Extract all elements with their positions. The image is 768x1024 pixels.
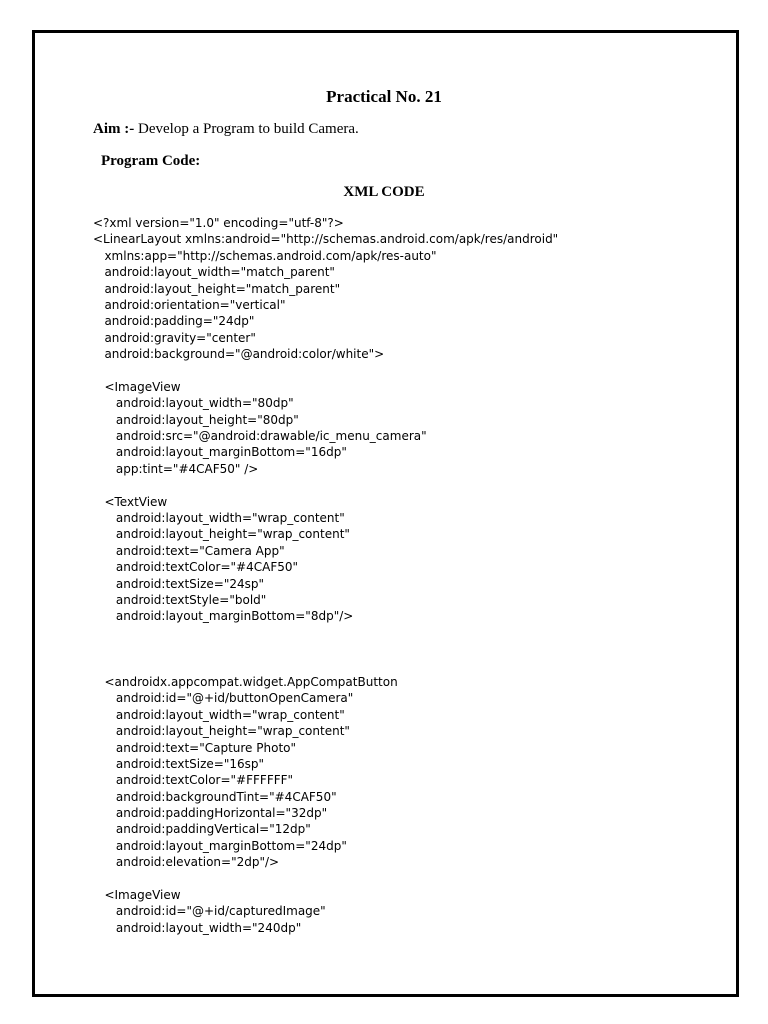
code-line: android:textSize="16sp" [93,756,265,771]
program-code-heading: Program Code: [101,153,201,169]
code-line: android:src="@android:drawable/ic_menu_camera" [93,429,427,444]
code-line: android:layout_marginBottom="8dp"/> [93,609,354,624]
code-line: <ImageView [93,888,181,903]
code-line: android:id="@+id/buttonOpenCamera" [93,691,354,706]
code-line: android:layout_width="80dp" [93,396,294,411]
page-title: Practical No. 21 [326,87,442,106]
code-line: <TextView [93,494,168,509]
code-line: android:layout_height="80dp" [93,412,299,427]
code-line: android:textSize="24sp" [93,576,265,591]
code-line: android:gravity="center" [93,330,256,345]
code-line [93,658,558,674]
code-line: android:textStyle="bold" [93,592,267,607]
code-line: android:elevation="2dp"/> [93,855,280,870]
code-line: android:layout_height="wrap_content" [93,724,350,739]
code-line: android:layout_marginBottom="16dp" [93,445,347,460]
code-line: android:padding="24dp" [93,314,255,329]
code-line: android:id="@+id/capturedImage" [93,904,326,919]
code-line: <ImageView [93,379,181,394]
xml-code-block [93,215,558,936]
code-line: app:tint="#4CAF50" /> [93,461,259,476]
aim-label: Aim :- [93,121,135,137]
code-line: android:orientation="vertical" [93,297,286,312]
code-line: android:layout_width="match_parent" [93,265,335,280]
code-line [93,625,558,641]
code-line: android:layout_height="match_parent" [93,281,341,296]
code-line: android:paddingVertical="12dp" [93,822,311,837]
code-line: android:backgroundTint="#4CAF50" [93,789,337,804]
xml-code-heading: XML CODE [343,184,425,200]
code-line [93,363,558,379]
code-line: android:layout_width="wrap_content" [93,511,345,526]
code-line [93,477,558,493]
code-line: xmlns:app="http://schemas.android.com/apk/res-auto" [93,248,437,263]
code-line: android:background="@android:color/white"> [93,347,385,362]
code-line [93,871,558,887]
code-line: android:layout_width="wrap_content" [93,707,345,722]
code-line: android:textColor="#FFFFFF" [93,773,294,788]
code-line: android:layout_width="240dp" [93,920,302,935]
aim-text: Develop a Program to build Camera. [134,121,359,137]
code-line: android:layout_marginBottom="24dp" [93,838,347,853]
code-line: android:layout_height="wrap_content" [93,527,350,542]
code-line: android:text="Capture Photo" [93,740,297,755]
code-line: <LinearLayout xmlns:android="http://schemas.android.com/apk/res/android" [93,232,559,247]
code-line: android:textColor="#4CAF50" [93,560,299,575]
code-line [93,641,558,657]
aim-statement [93,121,359,138]
code-line: <androidx.appcompat.widget.AppCompatButton [93,674,398,689]
code-line: android:paddingHorizontal="32dp" [93,806,328,821]
code-line: <?xml version="1.0" encoding="utf-8"?> [93,216,344,230]
code-line: android:text="Camera App" [93,543,285,558]
